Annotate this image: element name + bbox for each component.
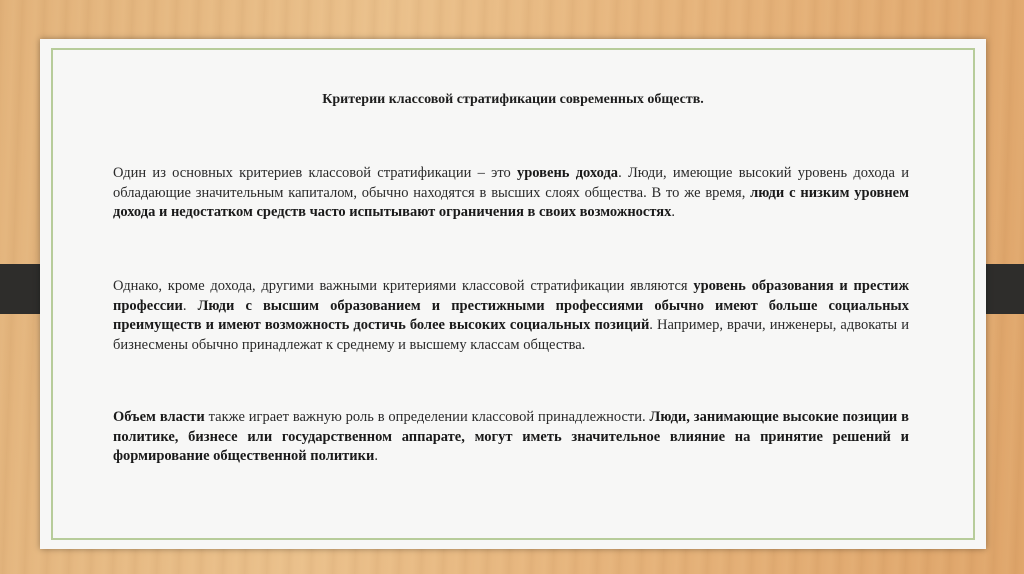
emphasis-text: уровень образования и престиж профессии bbox=[113, 278, 909, 314]
paragraph-text: . bbox=[374, 448, 378, 464]
emphasis-text: люди с низким уровнем дохода и недостатком средств часто испытывают ограничения в своих возможностях bbox=[113, 184, 909, 220]
emphasis-text: уровень дохода bbox=[516, 165, 619, 181]
paragraph-power bbox=[113, 408, 909, 467]
emphasis-text: Люди с высшим образованием и престижными профессиями обычно имеют больше социальных преимуществ и имеют возможность достичь более высоких социальных позиций bbox=[113, 297, 909, 333]
paragraph-text: также играет важную роль в определении классовой принадлежности. bbox=[204, 409, 650, 425]
paragraph-education bbox=[113, 277, 909, 355]
emphasis-text: Объем власти bbox=[113, 409, 205, 425]
paragraph-income bbox=[113, 164, 909, 223]
slide-title: Критерии классовой стратификации современных обществ. bbox=[322, 92, 704, 107]
paragraph-text: Однако, кроме дохода, другими важными критериями классовой стратификации являются bbox=[113, 278, 694, 294]
paragraph-text: . bbox=[182, 297, 198, 314]
paragraph-text: . Например, врачи, инженеры, адвокаты и бизнесмены обычно принадлежат к среднему и высшему классам общества. bbox=[113, 317, 909, 353]
paragraph-text: . Люди, имеющие высокий уровень дохода и обладающие значительным капиталом, обычно находятся в высших слоях общества. В то же время, bbox=[113, 165, 909, 201]
paragraph-text: Один из основных критериев классовой стратификации – это bbox=[113, 165, 517, 181]
slide-card bbox=[40, 39, 986, 549]
emphasis-text: Люди, занимающие высокие позиции в политике, бизнесе или государственном аппарате, могут иметь значительное влияние на принятие решений и формирование общественной политики bbox=[113, 409, 910, 464]
paragraph-text: . bbox=[671, 204, 676, 220]
